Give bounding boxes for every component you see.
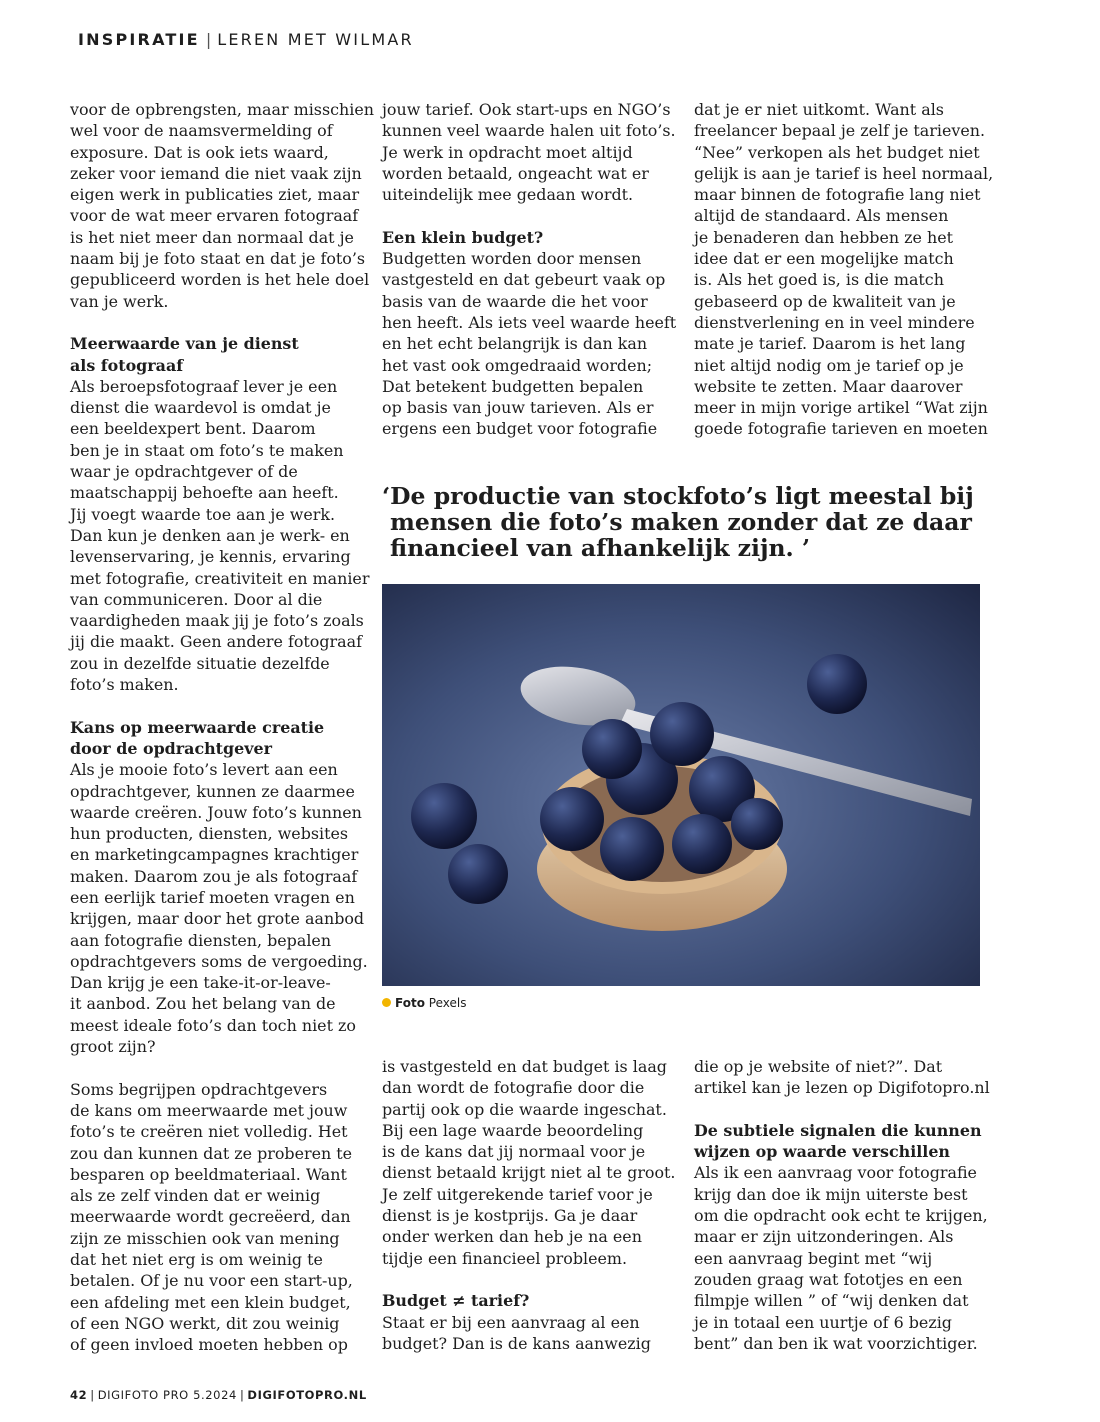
text-line: een aanvraag begint met “wij: [694, 1248, 933, 1268]
text-line: is het niet meer dan normaal dat je: [70, 227, 354, 247]
col1-paragraph-2: [70, 376, 370, 695]
text-line: opdrachtgever, kunnen ze daarmee: [70, 781, 355, 801]
text-line: artikel kan je lezen op Digifotopro.nl: [694, 1078, 990, 1098]
text-line: maatschappij behoefte aan heeft.: [70, 483, 339, 503]
text-line: Jij voegt waarde toe aan je werk.: [70, 504, 336, 524]
text-line: Je werk in opdracht moet altijd: [382, 142, 633, 162]
col4-heading-1: Budget ≠ tarief?: [382, 1291, 530, 1311]
column-1: [70, 99, 374, 1356]
text-line: goede fotografie tarieven en moeten: [694, 419, 988, 439]
text-line: krijg dan doe ik mijn uiterste best: [694, 1184, 968, 1204]
text-line: Dan krijg je een take-it-or-leave-: [70, 973, 331, 993]
text-line: “Nee” verkopen als het budget niet: [694, 142, 980, 162]
text-line: aan fotografie diensten, bepalen: [70, 930, 332, 950]
text-line: besparen op beeldmateriaal. Want: [70, 1164, 347, 1184]
text-line: dienst betaald krijgt niet al te groot.: [382, 1163, 676, 1183]
text-line: jouw tarief. Ook start-ups en NGO’s: [382, 100, 671, 119]
text-line: Als beroepsfotograaf lever je een: [70, 376, 338, 396]
text-line: een afdeling met een klein budget,: [70, 1292, 351, 1312]
text-line: Als je mooie foto’s levert aan een: [70, 760, 338, 780]
header-subtitle: LEREN MET WILMAR: [217, 30, 414, 49]
text-line: filmpje willen ” of “wij denken dat: [694, 1291, 969, 1311]
text-line: dienst die waardevol is omdat je: [70, 398, 331, 418]
text-line: gebaseerd op de kwaliteit van je: [694, 291, 956, 311]
text-line: basis van de waarde die het voor: [382, 291, 648, 311]
text-line: en het echt belangrijk is dan kan: [382, 334, 648, 354]
caption-credit: Pexels: [428, 996, 467, 1010]
text-line: Als ik een aanvraag voor fotografie: [694, 1163, 977, 1183]
text-line: jij die maakt. Geen andere fotograaf: [70, 632, 362, 652]
text-line: een beeldexpert bent. Daarom: [70, 419, 316, 439]
text-line: dienstverlening en in veel mindere: [694, 312, 975, 332]
text-line: idee dat er een mogelijke match: [694, 249, 954, 269]
col2-paragraph-2: [382, 248, 682, 440]
text-line: worden betaald, ongeacht wat er: [382, 163, 649, 183]
text-line: krijgen, maar door het grote aanbod: [70, 909, 365, 929]
text-line: zouden graag wat fototjes en een: [694, 1269, 963, 1289]
text-line: it aanbod. Zou het belang van de: [70, 994, 336, 1014]
section-label: INSPIRATIE: [78, 30, 200, 49]
column-4: [382, 1056, 682, 1354]
text-line: gelijk is aan je tarief is heel normaal,: [694, 163, 994, 183]
text-line: tijdje een financieel probleem.: [382, 1248, 628, 1268]
text-line: of een NGO werkt, dit zou weinig: [70, 1313, 340, 1333]
column-2: [382, 99, 682, 440]
text-line: exposure. Dat is ook iets waard,: [70, 142, 329, 162]
text-line: het vast ook omgedraaid worden;: [382, 355, 653, 375]
text-line: maar binnen de fotografie lang niet: [694, 185, 981, 205]
col1-paragraph-3: [70, 759, 370, 1057]
running-header: [78, 30, 414, 49]
text-line: hen heeft. Als iets veel waarde heeft: [382, 312, 677, 332]
footer-separator: |: [90, 1388, 95, 1402]
page-number: 42: [70, 1388, 88, 1402]
text-line: Je zelf uitgerekende tarief voor je: [382, 1184, 653, 1204]
text-line: mate je tarief. Daarom is het lang: [694, 334, 966, 354]
column-3: [694, 99, 994, 440]
text-line: foto’s maken.: [70, 675, 179, 695]
text-line: de kans om meerwaarde met jouw: [70, 1100, 348, 1120]
text-line: kunnen veel waarde halen uit foto’s.: [382, 121, 676, 141]
text-line: is. Als het goed is, is die match: [694, 270, 944, 290]
text-line: eigen werk in publicaties ziet, maar: [70, 185, 360, 205]
website-link[interactable]: DIGIFOTOPRO.NL: [247, 1388, 367, 1402]
text-line: op basis van jouw tarieven. Als er: [382, 398, 654, 418]
pull-quote-line: mensen die foto’s maken zonder dat ze daar: [390, 508, 972, 536]
text-line: van communiceren. Door al die: [70, 589, 323, 609]
pull-quote-line: ‘De productie van stockfoto’s ligt meestal bij: [382, 482, 974, 510]
text-line: maken. Daarom zou je als fotograaf: [70, 866, 358, 886]
text-line: hun producten, diensten, websites: [70, 824, 349, 844]
text-line: en marketingcampagnes krachtiger: [70, 845, 359, 865]
text-line: Budgetten worden door mensen: [382, 249, 642, 269]
text-line: gepubliceerd worden is het hele doel: [70, 270, 370, 290]
text-line: als fotograaf: [70, 355, 184, 375]
page-footer: [70, 1388, 367, 1402]
text-line: betalen. Of je nu voor een start-up,: [70, 1271, 353, 1291]
blueberry-tart-photo: [382, 584, 980, 986]
text-line: dat het niet erg is om weinig te: [70, 1250, 323, 1270]
text-line: Staat er bij een aanvraag al een: [382, 1312, 640, 1332]
column-5: [694, 1056, 994, 1354]
text-line: waar je opdrachtgever of de: [70, 462, 298, 482]
text-line: vastgesteld en dat gebeurt vaak op: [382, 270, 666, 290]
text-line: zijn ze misschien ook van mening: [70, 1228, 340, 1248]
text-line: levenservaring, je kennis, ervaring: [70, 547, 351, 567]
text-line: altijd de standaard. Als mensen: [694, 206, 949, 226]
col1-paragraph-1: [70, 99, 374, 312]
magazine-issue: DIGIFOTO PRO 5.2024: [97, 1388, 237, 1402]
text-line: maar er zijn uitzonderingen. Als: [694, 1227, 954, 1247]
text-line: Soms begrijpen opdrachtgevers: [70, 1079, 328, 1099]
text-line: of geen invloed moeten hebben op: [70, 1335, 348, 1355]
col5-paragraph-1: [694, 1056, 994, 1099]
text-line: groot zijn?: [70, 1037, 156, 1057]
pull-quote: [382, 483, 982, 561]
text-line: Meerwaarde van je dienst: [70, 334, 299, 354]
text-line: door de opdrachtgever: [70, 738, 272, 758]
pull-quote-line: financieel van afhankelijk zijn. ’: [390, 534, 811, 562]
text-line: foto’s te creëren niet volledig. Het: [70, 1122, 348, 1142]
footer-separator: |: [239, 1388, 245, 1402]
text-line: website te zetten. Maar daarover: [694, 376, 963, 396]
col3-paragraph-1: [694, 99, 994, 440]
photo-caption: [382, 996, 466, 1010]
text-line: is de kans dat jij normaal voor je: [382, 1142, 646, 1162]
text-line: meerwaarde wordt gecreëerd, dan: [70, 1207, 351, 1227]
text-line: ergens een budget voor fotografie: [382, 419, 658, 439]
caption-bullet-icon: [382, 998, 391, 1007]
text-line: wijzen op waarde verschillen: [694, 1142, 950, 1162]
text-line: zou in dezelfde situatie dezelfde: [70, 653, 330, 673]
col2-paragraph-1: [382, 99, 682, 205]
text-line: dan wordt de fotografie door die: [382, 1078, 645, 1098]
text-line: freelancer bepaal je zelf je tarieven.: [694, 121, 986, 141]
text-line: Kans op meerwaarde creatie: [70, 717, 325, 737]
text-line: bent” dan ben ik wat voorzichtiger.: [694, 1333, 978, 1353]
text-line: die op je website of niet?”. Dat: [694, 1057, 943, 1076]
text-line: je in totaal een uurtje of 6 bezig: [694, 1312, 952, 1332]
text-line: De subtiele signalen die kunnen: [694, 1120, 982, 1140]
text-line: waarde creëren. Jouw foto’s kunnen: [70, 802, 362, 822]
text-line: is vastgesteld en dat budget is laag: [382, 1057, 667, 1076]
text-line: ben je in staat om foto’s te maken: [70, 440, 344, 460]
col1-paragraph-4: [70, 1079, 370, 1356]
text-line: je benaderen dan hebben ze het: [694, 227, 953, 247]
text-line: een eerlijk tarief moeten vragen en: [70, 887, 355, 907]
text-line: als ze zelf vinden dat er weinig: [70, 1186, 321, 1206]
col5-paragraph-2: [694, 1162, 994, 1354]
text-line: van je werk.: [70, 291, 169, 311]
text-line: dienst is je kostprijs. Ga je daar: [382, 1206, 638, 1226]
col4-paragraph-2: [382, 1312, 682, 1355]
text-line: Bij een lage waarde beoordeling: [382, 1120, 644, 1140]
text-line: Dat betekent budgetten bepalen: [382, 376, 644, 396]
text-line: met fotografie, creativiteit en manier: [70, 568, 370, 588]
text-line: zou dan kunnen dat ze proberen te: [70, 1143, 353, 1163]
text-line: wel voor de naamsvermelding of: [70, 121, 333, 141]
text-line: opdrachtgevers soms de vergoeding.: [70, 951, 368, 971]
text-line: zeker voor iemand die niet vaak zijn: [70, 163, 362, 183]
header-separator: |: [205, 30, 212, 49]
text-line: om die opdracht ook echt te krijgen,: [694, 1206, 988, 1226]
text-line: vaardigheden maak jij je foto’s zoals: [70, 611, 364, 631]
text-line: budget? Dan is de kans aanwezig: [382, 1333, 651, 1353]
text-line: voor de opbrengsten, maar misschien: [70, 100, 374, 119]
text-line: uiteindelijk mee gedaan wordt.: [382, 185, 634, 205]
text-line: partij ook op die waarde ingeschat.: [382, 1099, 667, 1119]
text-line: meer in mijn vorige artikel “Wat zijn: [694, 398, 988, 418]
col2-heading-1: Een klein budget?: [382, 227, 544, 247]
text-line: naam bij je foto staat en dat je foto’s: [70, 249, 366, 269]
col1-heading-2: [70, 717, 370, 760]
text-line: onder werken dan heb je na een: [382, 1227, 642, 1247]
text-line: Dan kun je denken aan je werk- en: [70, 525, 350, 545]
text-line: meest ideale foto’s dan toch niet zo: [70, 1015, 356, 1035]
text-line: niet altijd nodig om je tarief op je: [694, 355, 964, 375]
text-line: dat je er niet uitkomt. Want als: [694, 100, 944, 119]
text-line: voor de wat meer ervaren fotograaf: [70, 206, 359, 226]
col5-heading-1: [694, 1120, 994, 1163]
caption-label: Foto: [395, 996, 425, 1010]
col1-heading-1: [70, 333, 370, 376]
col4-paragraph-1: [382, 1056, 682, 1269]
